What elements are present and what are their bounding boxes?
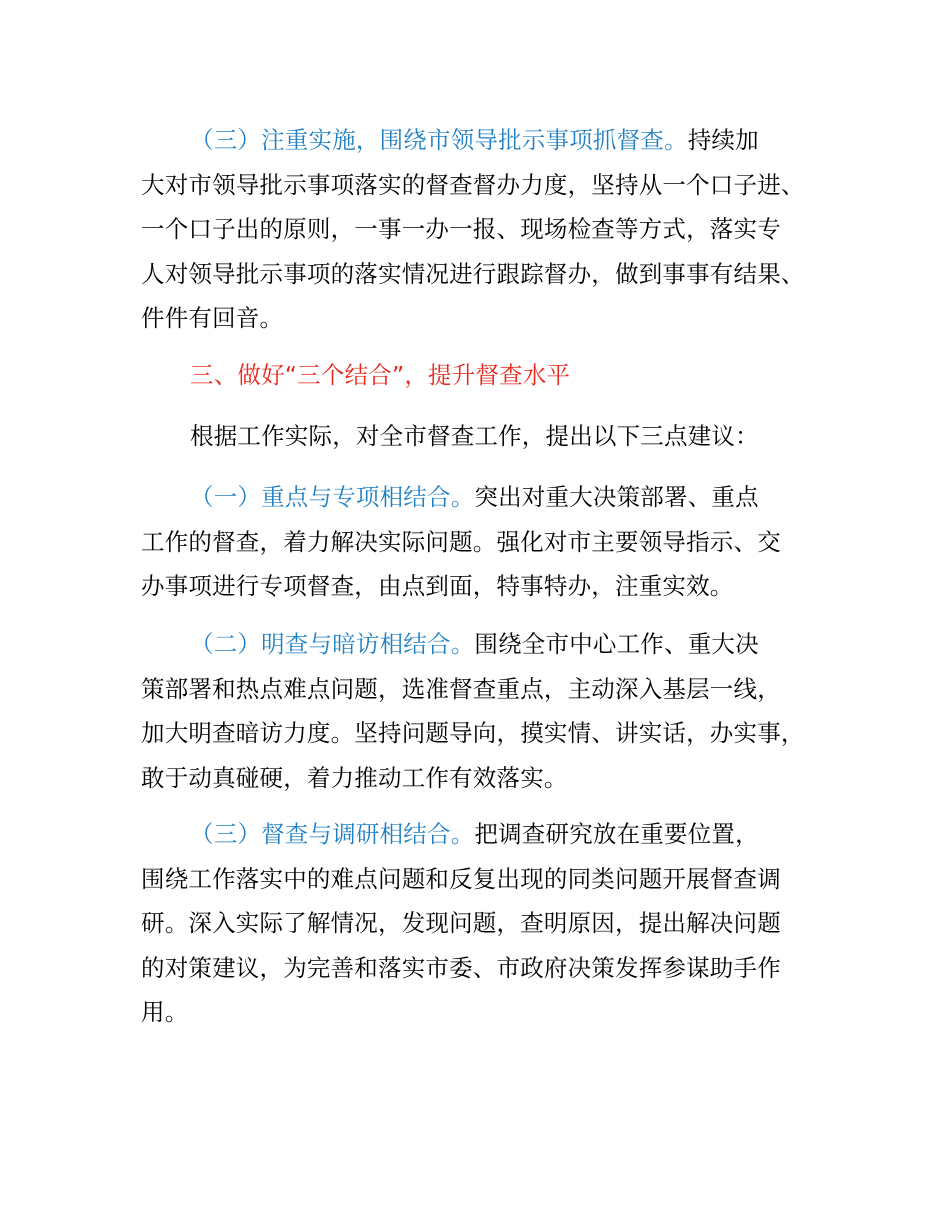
body-text: 把调查研究放在重要位置，	[474, 820, 759, 848]
body-line: 人对领导批示事项的落实情况进行跟踪督办，做到事事有结果、	[141, 259, 805, 288]
body-line: 研。深入实际了解情况，发现问题，查明原因，提出解决问题	[141, 909, 781, 937]
paragraph-implementation	[141, 118, 841, 341]
paragraph-key-and-special	[141, 475, 841, 609]
paragraph-first-line	[141, 622, 841, 667]
section-heading-block	[141, 353, 841, 398]
body-line: 的对策建议，为完善和落实市委、市政府决策发挥参谋助手作	[141, 953, 781, 982]
body-line: 加大明查暗访力度。坚持问题导向，摸实情、讲实话，办实事，	[141, 719, 805, 747]
subheading-key-and-special: （一）重点与专项相结合。	[190, 483, 475, 511]
body-line: 围绕工作落实中的难点问题和反复出现的同类问题开展督查调	[141, 864, 781, 893]
body-line: 件件有回音。	[141, 304, 284, 332]
body-line: 策部署和热点难点问题，选准督查重点，主动深入基层一线，	[141, 674, 781, 703]
paragraph-supervision-and-research	[141, 812, 841, 1035]
body-line: 根据工作实际，对全市督查工作，提出以下三点建议：	[190, 422, 759, 450]
paragraph-intro	[141, 414, 841, 459]
body-line: 一个口子出的原则，一事一办一报、现场检查等方式，落实专	[141, 215, 781, 243]
paragraph-first-line	[141, 475, 841, 520]
subheading-open-and-secret: （二）明查与暗访相结合。	[190, 630, 475, 658]
body-text: 围绕全市中心工作、重大决	[474, 630, 759, 658]
body-line: 用。	[141, 998, 189, 1026]
subheading-supervision-and-research: （三）督查与调研相结合。	[190, 820, 475, 848]
paragraph-open-and-secret	[141, 622, 841, 800]
paragraph-first-line	[141, 812, 841, 857]
body-line: 大对市领导批示事项落实的督查督办力度，坚持从一个口子进、	[141, 170, 805, 199]
paragraph-first-line	[141, 118, 841, 163]
body-line: 办事项进行专项督查，由点到面，特事特办，注重实效。	[141, 572, 734, 600]
body-line: 敢于动真碰硬，着力推动工作有效落实。	[141, 763, 568, 792]
section-title: 三、做好“三个结合”，提升督查水平	[190, 361, 571, 389]
subheading-implementation: （三）注重实施，围绕市领导批示事项抓督查。	[190, 126, 688, 154]
body-text: 突出对重大决策部署、重点	[474, 483, 759, 511]
body-text: 持续加	[687, 126, 759, 154]
body-line: 工作的督查，着力解决实际问题。强化对市主要领导指示、交	[141, 527, 781, 556]
